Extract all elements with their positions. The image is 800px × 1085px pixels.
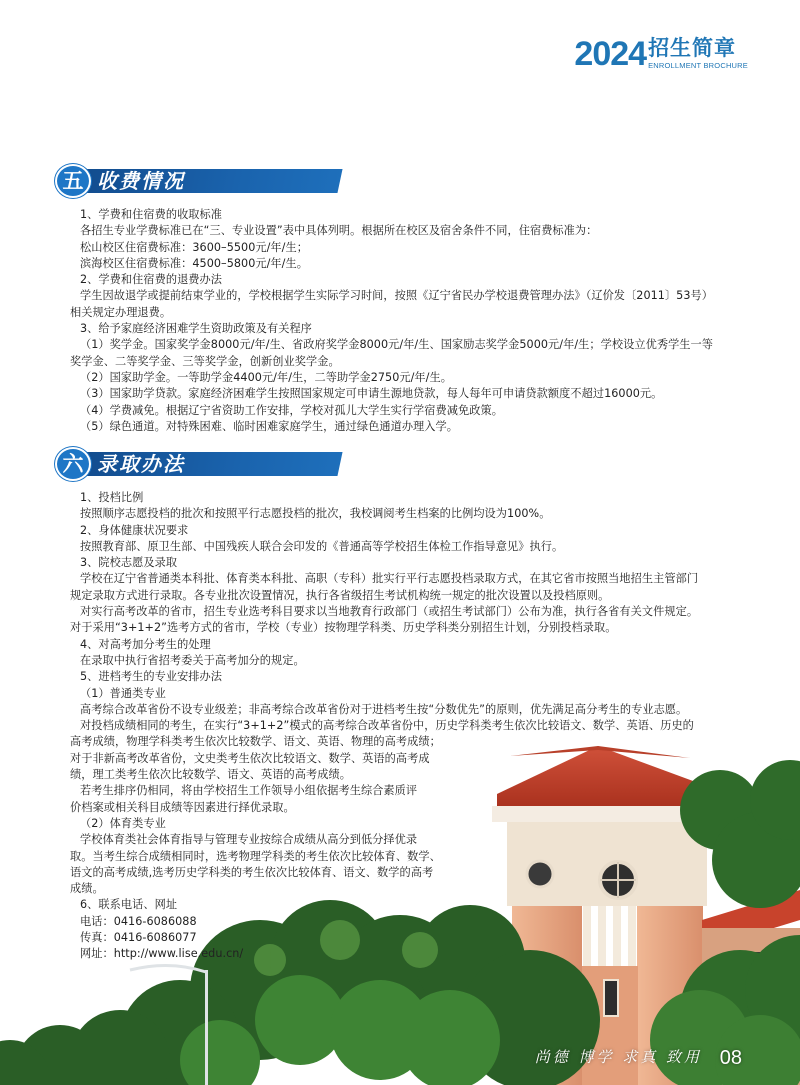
s6-line: 成绩。: [70, 882, 104, 896]
section-6-number: 六: [62, 452, 84, 476]
s6-line: 1、投档比例: [80, 491, 144, 504]
section-5-body: [70, 207, 713, 435]
s6-line: 对投档成绩相同的考生，在实行“3+1+2”模式的高考综合改革省份中，历史学科类考生依次比较语文、数学、英语、历史的: [80, 719, 694, 733]
school-motto: 尚德 博学 求真 致用: [534, 1048, 702, 1066]
section-6-header: [55, 449, 340, 479]
s6-line: 按照教育部、原卫生部、中国残疾人联合会印发的《普通高等学校招生体检工作指导意见》执行。: [80, 539, 564, 553]
s6-line: 在录取中执行省招考委关于高考加分的规定。: [80, 653, 305, 667]
s6-line: 4、对高考加分考生的处理: [80, 637, 211, 651]
s6-line: 规定录取方式进行录取。各专业批次设置情况，执行各省级招生考试机构统一规定的批次设置以及投档原则。: [70, 588, 610, 602]
s6-line: （1）普通类专业: [80, 686, 166, 700]
s6-line: 高考综合改革省份不设专业级差；非高考综合改革省份对于进档考生按“分数优先”的原则，优先满足高分考生的专业志愿。: [80, 702, 688, 716]
s6-line: 对实行高考改革的省市，招生专业选考科目要求以当地教育行政部门（或招生考试部门）公布为准，执行各省有关文件规定。: [80, 605, 699, 619]
s6-line: 对于非新高考改革省份，文史类考生依次比较语文、数学、英语的高考成: [70, 751, 430, 765]
brand-year: 2024: [574, 35, 647, 73]
s5-line: 学生因故退学或提前结束学业的，学校根据学生实际学习时间，按照《辽宁省民办学校退费管理办法》（辽价发〔2011〕53号）: [80, 289, 713, 303]
s6-line: 3、院校志愿及录取: [80, 556, 178, 570]
s5-line: （5）绿色通道。对特殊困难、临时困难家庭学生，通过绿色通道办理入学。: [80, 419, 459, 433]
s5-line: （3）国家助学贷款。家庭经济困难学生按照国家规定可申请生源地贷款，每人每年可申请贷款额度不超过16000元。: [80, 387, 663, 401]
s6-line: 价档案或相关科目成绩等因素进行择优录取。: [70, 800, 295, 814]
fax-line: 传真：0416-6086077: [80, 931, 197, 945]
s6-line: 按照顺序志愿投档的批次和按照平行志愿投档的批次，我校调阅考生档案的比例均设为100%。: [80, 507, 551, 521]
section-5-title: 收费情况: [97, 169, 185, 193]
section-6-body: [70, 490, 698, 963]
phone-line: 电话：0416-6086088: [80, 914, 197, 928]
s6-line: 取。当考生综合成绩相同时，选考物理学科类的考生依次比较体育、数学、: [70, 849, 441, 863]
website-line[interactable]: 网址：http://www.lise.edu.cn/: [80, 947, 244, 961]
s5-line: 1、学费和住宿费的收取标准: [80, 208, 223, 221]
s5-line: 松山校区住宿费标准：3600–5500元/年/生；: [80, 240, 308, 254]
s5-line: （4）学费减免。根据辽宁省资助工作安排，学校对孤儿大学生实行学宿费减免政策。: [80, 403, 503, 417]
s5-line: （1）奖学金。国家奖学金8000元/年/生、省政府奖学金8000元/年/生、国家励志奖学金5000元/年/生；学校设立优秀学生一等: [80, 338, 714, 352]
s6-line: 对于采用“3+1+2”选考方式的省市，学校（专业）按物理学科类、历史学科类分别招生计划，分别投档录取。: [70, 621, 617, 635]
s6-line: 若考生排序仍相同，将由学校招生工作领导小组依据考生综合素质评: [80, 784, 418, 798]
page-number: 08: [719, 1047, 742, 1069]
section-5-header: [55, 166, 340, 196]
s6-line: 学校体育类社会体育指导与管理专业按综合成绩从高分到低分择优录: [80, 833, 418, 847]
brand-title: 招生简章: [648, 36, 737, 60]
s5-line: （2）国家助学金。一等助学金4400元/年/生，二等助学金2750元/年/生。: [80, 370, 452, 384]
s6-line: 语文的高考成绩,选考历史学科类的考生依次比较体育、语文、数学的高考: [70, 865, 434, 879]
s5-line: 各招生专业学费标准已在“三、专业设置”表中具体列明。根据所在校区及宿舍条件不同，住宿费标准为：: [80, 224, 598, 238]
s5-line: 3、给予家庭经济困难学生资助政策及有关程序: [80, 322, 312, 336]
brand-subtitle: ENROLLMENT BROCHURE: [648, 61, 748, 70]
section-6-title: 录取办法: [97, 452, 185, 476]
brochure-brand: [574, 36, 748, 72]
s6-line: （2）体育类专业: [80, 816, 166, 830]
s6-line: 5、进档考生的专业安排办法: [80, 670, 223, 684]
s5-line: 相关规定办理退费。: [70, 305, 172, 319]
s6-line: 6、联系电话、网址: [80, 898, 178, 912]
s6-line: 2、身体健康状况要求: [80, 523, 189, 537]
section-5-number: 五: [62, 169, 84, 193]
s6-line: 学校在辽宁省普通类本科批、体育类本科批、高职（专科）批实行平行志愿投档录取方式，在其它省市按照当地招生主管部门: [80, 572, 699, 586]
s6-line: 绩，理工类考生依次比较数学、语文、英语的高考成绩。: [70, 768, 351, 782]
s5-line: 2、学费和住宿费的退费办法: [80, 273, 223, 287]
s5-line: 奖学金、二等奖学金、三等奖学金，创新创业奖学金。: [70, 354, 340, 368]
s5-line: 滨海校区住宿费标准：4500–5800元/年/生。: [80, 256, 308, 270]
s6-line: 高考成绩，物理学科类考生依次比较数学、语文、英语、物理的高考成绩；: [70, 735, 441, 749]
